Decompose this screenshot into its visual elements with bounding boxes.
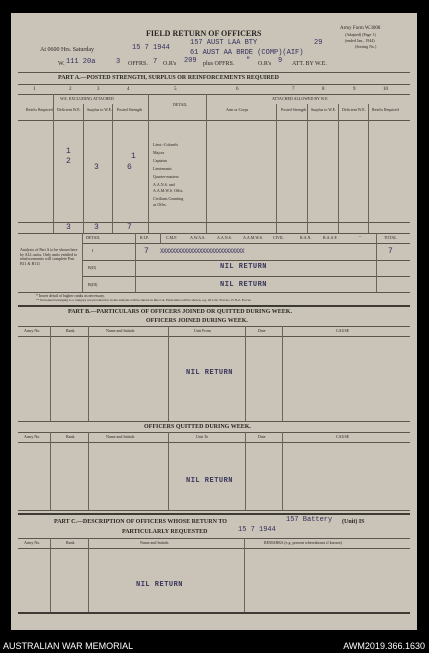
total-deficient: 3: [66, 223, 71, 232]
attached-header: ATTACHED ALLOWED BY W.E.: [272, 96, 329, 101]
col-number: 2: [69, 87, 72, 92]
analysis-row-label: I: [92, 248, 94, 253]
col-number: 8: [322, 87, 325, 92]
col-rule: [148, 94, 149, 233]
rule: [18, 538, 410, 539]
col-rule: [82, 233, 83, 292]
col-rule: [112, 104, 113, 233]
header-deficient: Deficient W.E.: [57, 107, 81, 112]
col-rule: [88, 538, 89, 612]
rule: [18, 432, 410, 433]
total-surplus: 3: [94, 223, 99, 232]
rank-item: Lieut.-Colonels: [153, 142, 178, 147]
header-reints-att: Rein'ts Required: [372, 107, 399, 112]
col-rule: [276, 104, 277, 233]
col-rule: [376, 233, 377, 292]
analysis-header: DETAIL: [86, 235, 101, 240]
col-rule: [282, 432, 283, 510]
joined-title: OFFICERS JOINED DURING WEEK.: [146, 318, 248, 324]
col-rule: [88, 432, 89, 510]
col-rule: [50, 432, 51, 510]
header-surplus: Surplus to W.E.: [87, 107, 113, 112]
column-header: Date: [258, 328, 266, 333]
nil-return-stamp: NIL RETURN: [186, 369, 234, 377]
col-rule: [168, 432, 169, 510]
column-header: Name and Initials: [106, 434, 135, 439]
analysis-header: A.A.M.W.S.: [243, 235, 263, 240]
analysis-header: ": [359, 235, 361, 240]
part-c-requested: PARTICULARLY REQUESTED: [122, 529, 208, 535]
rank-item: Civilians Counting: [153, 196, 184, 201]
part-c-title: PART C.—DESCRIPTION OF OFFICERS WHOSE RETURN TO: [54, 519, 227, 525]
plus-offrs-value: ": [246, 57, 251, 65]
col-rule: [206, 94, 207, 233]
rule: [18, 94, 410, 95]
rule: [18, 72, 410, 73]
col-rule: [135, 233, 136, 292]
column-header: Unit To: [196, 434, 209, 439]
nil-return-stamp: NIL RETURN: [136, 581, 184, 589]
rule: [18, 84, 410, 85]
analysis-header: R.A.A.F.: [323, 235, 338, 240]
column-header: Name and Initials: [140, 540, 169, 545]
rank-item: Quarter-masters: [153, 174, 179, 179]
col-rule: [282, 326, 283, 421]
column-header: Date: [258, 434, 266, 439]
col-number: 9: [353, 87, 356, 92]
rank-item: Captains: [153, 158, 167, 163]
nil-return-stamp: NIL RETURN: [186, 477, 234, 485]
army-form-number: Army Form W.3008: [340, 26, 381, 31]
rank-item: Lieutenants: [153, 166, 172, 171]
rule: [18, 548, 410, 549]
detail-header: DETAIL: [173, 102, 188, 107]
analysis-header: CIVIL: [273, 235, 284, 240]
col-number: 3: [97, 87, 100, 92]
analysis-header: R.A.N.: [300, 235, 312, 240]
rule: [18, 326, 410, 327]
rule: [18, 233, 410, 234]
col-number: 5: [174, 87, 177, 92]
or-label: O.R's: [163, 61, 177, 67]
rule: [18, 612, 410, 614]
rank-item: Majors: [153, 150, 165, 155]
analysis-row-label: B(III): [88, 282, 98, 287]
col-rule: [88, 326, 89, 421]
col-number: 7: [292, 87, 295, 92]
analysis-header: R.I.P.: [140, 235, 149, 240]
column-header: Army No.: [24, 328, 41, 333]
archive-id: AWM2019.366.1630: [343, 641, 425, 651]
col-rule: [168, 326, 169, 421]
rule: [18, 305, 410, 307]
col-rule: [50, 326, 51, 421]
header-arm: Arm or Corps: [226, 107, 249, 112]
analysis-note: Analysis of Part A to be shown here by ALL units. Only units entitled to reinforcements will complete Part B11 & B111: [20, 247, 78, 266]
col-rule: [83, 104, 84, 233]
we-value-2: 3: [116, 58, 121, 66]
column-header: REMARKS (e.g. present whereabouts if known): [264, 540, 342, 545]
quitted-title: OFFICERS QUITTED DURING WEEK.: [144, 424, 251, 430]
rank-item: A.A.N.S. and: [153, 182, 175, 187]
footnote: * Insert detail of higher ranks as necessary.: [36, 293, 105, 298]
part-c-date: 15 7 1944: [238, 526, 276, 534]
analysis-header: A.W.A.S.: [190, 235, 206, 240]
column-header: CAUSE: [336, 434, 350, 439]
we-value: 111 20a: [66, 58, 96, 66]
part-c-unit: 157 Battery: [286, 516, 333, 524]
ors-value: 9: [278, 57, 283, 65]
rule: [18, 510, 410, 511]
column-header: CAUSE: [336, 328, 350, 333]
column-header: Army No.: [24, 434, 41, 439]
archive-credit: AUSTRALIAN WAR MEMORIAL: [3, 641, 134, 651]
posted-value: 6: [127, 163, 132, 172]
form-adapted: (Adapted) (Page 1): [345, 32, 376, 37]
xx-fill: XXXXXXXXXXXXXXXXXXXXXXXXXXXX: [160, 248, 245, 255]
col-number: 10: [383, 87, 388, 92]
column-header: Army No.: [24, 540, 41, 545]
col-number: 1: [33, 87, 36, 92]
ors-label: O.R's: [258, 61, 272, 67]
col-rule: [160, 233, 161, 243]
surplus-value: 3: [94, 163, 99, 172]
offrs-label: OFFRS.: [128, 61, 148, 67]
or-value: 209: [184, 57, 197, 65]
unit-name-1: 157 AUST LAA BTY: [190, 39, 258, 47]
col-rule: [338, 104, 339, 233]
part-c-unit-label: (Unit) IS: [342, 519, 365, 525]
rule: [82, 260, 410, 261]
posted-value: 1: [131, 152, 136, 161]
header-reints: Rein'ts Required: [26, 107, 53, 112]
we-excluding-header: W.E. EXCLUDING ATTACHED: [60, 96, 114, 101]
rule: [18, 421, 410, 422]
analysis-header: TOTAL: [384, 235, 397, 240]
rule: [18, 120, 410, 121]
att-label: ATT. BY W.E.: [292, 61, 327, 67]
analysis-total: 7: [388, 247, 393, 256]
header-surplus-att: Surplus to W.E.: [311, 107, 337, 112]
part-a-title: PART A.—POSTED STRENGTH, SURPLUS OR REINFORCEMENTS REQUIRED: [58, 75, 279, 81]
total-posted: 7: [127, 223, 132, 232]
header-posted-att: Posted Strength: [281, 107, 307, 112]
col-rule: [307, 104, 308, 233]
plus-offrs-label: plus OFFRS.: [203, 61, 235, 67]
col-rule: [50, 538, 51, 612]
time-label: At 0600 Hrs. Saturday: [40, 47, 94, 53]
rule: [18, 222, 410, 223]
col-rule: [245, 326, 246, 421]
unit-name-2: 61 AUST AA BRDE (COMP)(AIF): [190, 49, 304, 57]
rank-item: as Offrs.: [153, 202, 167, 207]
analysis-row-label: B(II): [88, 265, 96, 270]
rip-value: 7: [144, 247, 149, 256]
rule: [82, 276, 410, 277]
analysis-header: C.M.F.: [166, 235, 178, 240]
return-date: 15 7 1944: [132, 44, 170, 52]
footnote: ** Personnel belonging to a category not provided for in the analysis will be shown in this Col. Particulars will be shown, e.g. 20 U.K. Forces; 15 N.Z. Forces: [36, 298, 251, 302]
deficient-value: 1: [66, 147, 71, 156]
column-header: Rank: [66, 434, 75, 439]
nil-return-stamp: NIL RETURN: [220, 281, 268, 289]
column-header: Unit From: [194, 328, 211, 333]
rule: [18, 442, 410, 443]
header-deficient-att: Deficient W.E.: [342, 107, 366, 112]
part-b-title: PART B.—PARTICULARS OF OFFICERS JOINED OR QUITTED DURING WEEK.: [68, 309, 292, 315]
form-title: FIELD RETURN OF OFFICERS: [146, 29, 262, 38]
col-number: 6: [236, 87, 239, 92]
col-rule: [244, 538, 245, 612]
rank-item: A.A.M.W.S. Offrs.: [153, 188, 184, 193]
col-number: 4: [127, 87, 130, 92]
column-header: Rank: [66, 328, 75, 333]
header-posted: Posted Strength: [117, 107, 143, 112]
rule: [82, 243, 410, 244]
deficient-value: 2: [66, 157, 71, 166]
sorting-number: (Sorting No.): [355, 44, 377, 49]
column-header: Name and Initials: [106, 328, 135, 333]
offrs-value: 7: [153, 58, 158, 66]
rule: [18, 336, 410, 337]
sorting-value: 29: [314, 39, 323, 47]
nil-return-stamp: NIL RETURN: [220, 263, 268, 271]
col-rule: [368, 104, 369, 233]
form-edition: (ended Jan., 1944): [345, 38, 375, 43]
col-rule: [245, 432, 246, 510]
we-label: W.: [58, 61, 65, 67]
rule: [18, 513, 410, 515]
analysis-header: A.A.N.S.: [217, 235, 232, 240]
column-header: Rank: [66, 540, 75, 545]
col-rule: [53, 94, 54, 233]
